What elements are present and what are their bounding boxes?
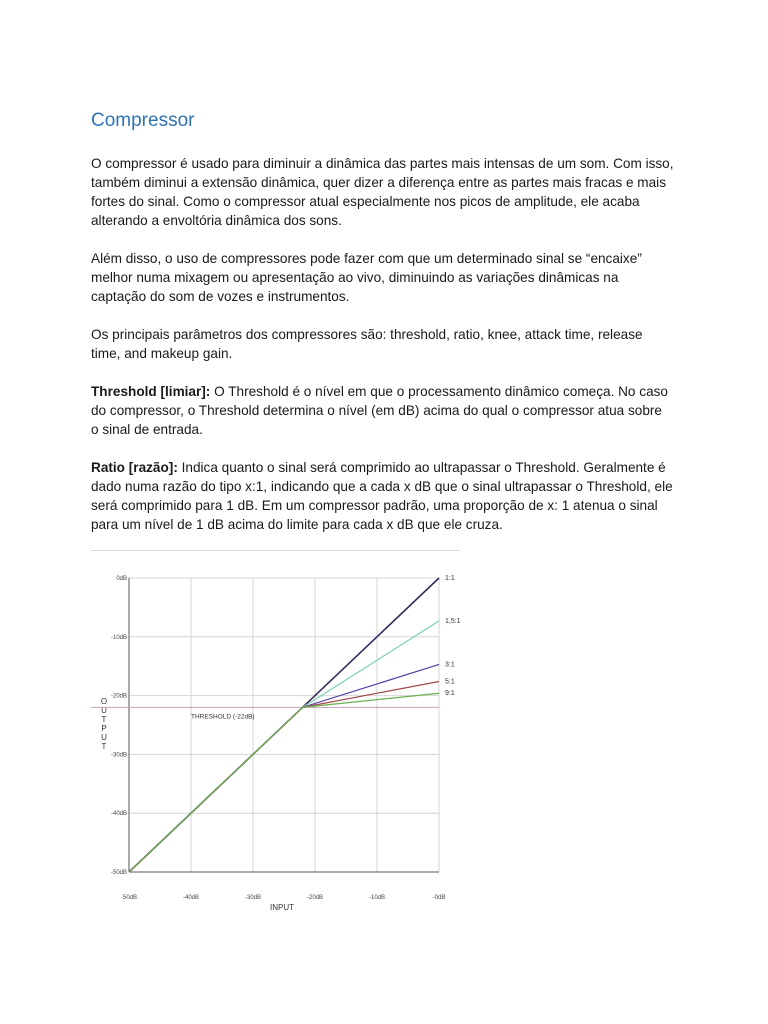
text-line [91, 287, 681, 306]
text-line [91, 325, 681, 344]
text-line [91, 477, 681, 496]
x-tick-label: -30dB [244, 895, 262, 901]
line-text: Indica quanto o sinal será comprimido ao ultrapassar o Threshold. Geralmente é [177, 460, 666, 475]
y-axis-label: O U T P U T [100, 697, 108, 751]
line-text: fortes do sinal. Como o compressor atual especialmente nos picos de amplitude, ele acaba [91, 194, 640, 209]
line-text: melhor numa mixagem ou apresentação ao vivo, diminuindo as variações dinâmicas na [91, 270, 619, 285]
line-text: também diminui a extensão dinâmica, quer dizer a diferença entre as partes mais fracas e mais [91, 175, 666, 190]
y-tick-label: -10dB [110, 634, 127, 641]
line-text: alterando a envoltória dinâmica dos sons. [91, 213, 342, 228]
line-text: o sinal de entrada. [91, 422, 203, 437]
series-line [129, 693, 439, 872]
text-line [91, 382, 681, 401]
term-label: Ratio [razão]: [91, 460, 178, 475]
x-tick-label: -0dB [432, 895, 446, 901]
text-line [91, 515, 681, 534]
series-line [129, 681, 439, 872]
paragraph-intro [91, 154, 681, 230]
line-text: time, and makeup gain. [91, 346, 233, 361]
divider [91, 550, 459, 551]
text-line [91, 192, 681, 211]
line-text: será comprimido para 1 dB. Em um compressor padrão, uma proporção de x: 1 atenua o sinal [91, 498, 658, 513]
page-title: Compressor [91, 110, 195, 131]
line-text: captação do som de vozes e instrumentos. [91, 289, 350, 304]
text-line [91, 344, 681, 363]
text-line [91, 420, 681, 439]
x-tick-label: -20dB [306, 895, 324, 901]
y-tick-label: -50dB [110, 870, 127, 876]
line-text: Os principais parâmetros dos compressores são: threshold, ratio, knee, attack time, release [91, 327, 643, 342]
paragraph-ratio [91, 458, 681, 534]
text-line [91, 268, 681, 287]
series-label: 5:1 [445, 678, 455, 686]
line-text: O compressor é usado para diminuir a dinâmica das partes mais intensas de um som. Com isso, [91, 156, 674, 171]
y-tick-label: -40dB [110, 811, 127, 818]
y-tick-label: 0dB [116, 576, 127, 582]
text-line [91, 496, 681, 515]
paragraph-mixing [91, 249, 681, 306]
line-text: O Threshold é o nível em que o processamento dinâmico começa. No caso [210, 384, 668, 399]
series-label: 3:1 [445, 661, 455, 669]
y-tick-label: -20dB [110, 693, 127, 700]
line-text: para um nível de 1 dB acima do limite para cada x dB que ele cruza. [91, 517, 503, 532]
x-tick-label: -10dB [368, 895, 386, 901]
series-line [129, 621, 439, 872]
series-label: 1,5:1 [445, 617, 461, 625]
x-axis-label: INPUT [270, 903, 294, 912]
x-tick-label: -50dB [120, 895, 138, 901]
line-text: Além disso, o uso de compressores pode fazer com que um determinado sinal se “encaixe” [91, 251, 642, 266]
x-tick-label: -40dB [182, 895, 200, 901]
term-label: Threshold [limiar]: [91, 384, 211, 399]
line-text: do compressor, o Threshold determina o nível (em dB) acima do qual o compressor atua sobre [91, 403, 662, 418]
compression-chart [91, 560, 471, 920]
text-line [91, 401, 681, 420]
paragraph-parameters [91, 325, 681, 363]
text-line [91, 211, 681, 230]
series-label: 1:1 [445, 575, 455, 582]
y-tick-label: -30dB [110, 752, 127, 759]
series-label: 9:1 [445, 690, 455, 698]
text-line [91, 249, 681, 268]
line-text: dado numa razão do tipo x:1, indicando que a cada x dB que o sinal ultrapassar o Threshold, ele [91, 479, 673, 494]
text-line [91, 458, 681, 477]
paragraph-threshold [91, 382, 681, 439]
text-line [91, 154, 681, 173]
text-line [91, 173, 681, 192]
threshold-label: THRESHOLD (-22dB) [191, 713, 255, 721]
